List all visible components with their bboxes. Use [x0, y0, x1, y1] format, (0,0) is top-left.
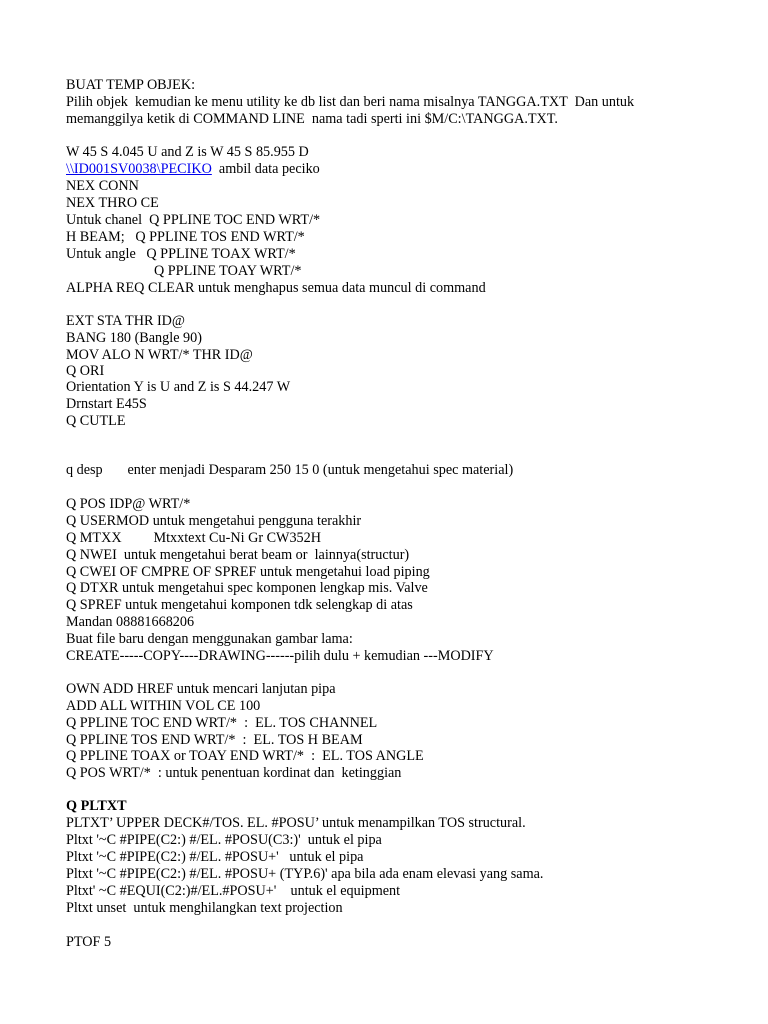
text-line: Q PPLINE TOS END WRT/* : EL. TOS H BEAM: [66, 732, 363, 748]
text-line: Untuk chanel Q PPLINE TOC END WRT/*: [66, 212, 321, 228]
text-line: Q POS WRT/* : untuk penentuan kordinat dan ketinggian: [66, 765, 402, 781]
text-line: Q USERMOD untuk mengetahui pengguna terakhir: [66, 513, 362, 529]
text-line: MOV ALO N WRT/* THR ID@: [66, 347, 253, 363]
text-line: Orientation Y is U and Z is S 44.247 W: [66, 379, 291, 395]
text-line: Pltxt '~C #PIPE(C2:) #/EL. #POSU(C3:)' untuk el pipa: [66, 832, 382, 848]
text-line: PTOF 5: [66, 934, 112, 950]
text-line: Buat file baru dengan menggunakan gambar lama:: [66, 631, 353, 647]
network-path-link[interactable]: \\ID001SV0038\PECIKO: [66, 161, 212, 177]
text-line: H BEAM; Q PPLINE TOS END WRT/*: [66, 229, 305, 245]
text-line: Q PPLINE TOAX or TOAY END WRT/* : EL. TOS ANGLE: [66, 748, 424, 764]
text-line: W 45 S 4.045 U and Z is W 45 S 85.955 D: [66, 144, 309, 160]
text-line: Q POS IDP@ WRT/*: [66, 496, 191, 512]
text-line: Q DTXR untuk mengetahui spec komponen lengkap mis. Valve: [66, 580, 428, 596]
text-line: Drnstart E45S: [66, 396, 147, 412]
link-suffix: ambil data peciko: [211, 161, 320, 177]
text-line: Q MTXX Mtxxtext Cu-Ni Gr CW352H: [66, 530, 321, 546]
text-line: Q PPLINE TOAY WRT/*: [154, 263, 302, 279]
section-heading: Q PLTXT: [66, 798, 127, 814]
text-line: Pltxt '~C #PIPE(C2:) #/EL. #POSU+' untuk el pipa: [66, 849, 364, 865]
text-line: Untuk angle Q PPLINE TOAX WRT/*: [66, 246, 296, 262]
text-line: q desp enter menjadi Desparam 250 15 0 (untuk mengetahui spec material): [66, 462, 514, 478]
text-line: OWN ADD HREF untuk mencari lanjutan pipa: [66, 681, 336, 697]
text-line: memanggilya ketik di COMMAND LINE nama tadi sperti ini $M/C:\TANGGA.TXT.: [66, 111, 558, 127]
text-line: Q ORI: [66, 363, 105, 379]
text-line: Pltxt '~C #PIPE(C2:) #/EL. #POSU+ (TYP.6)' apa bila ada enam elevasi yang sama.: [66, 866, 544, 882]
text-line: Q NWEI untuk mengetahui berat beam or lainnya(structur): [66, 547, 410, 563]
text-line: Pltxt unset untuk menghilangkan text projection: [66, 900, 343, 916]
section-heading: BUAT TEMP OBJEK:: [66, 77, 196, 93]
text-line: Q CUTLE: [66, 413, 126, 429]
text-line: Mandan 08881668206: [66, 614, 195, 630]
text-line: [66, 161, 320, 178]
text-line: Pilih objek kemudian ke menu utility ke db list dan beri nama misalnya TANGGA.TXT Dan untuk: [66, 94, 635, 110]
text-line: BANG 180 (Bangle 90): [66, 330, 202, 346]
text-line: Pltxt' ~C #EQUI(C2:)#/EL.#POSU+' untuk el equipment: [66, 883, 401, 899]
text-line: ADD ALL WITHIN VOL CE 100: [66, 698, 261, 714]
text-line: Q SPREF untuk mengetahui komponen tdk selengkap di atas: [66, 597, 413, 613]
text-line: CREATE-----COPY----DRAWING------pilih dulu + kemudian ---MODIFY: [66, 648, 494, 664]
text-line: NEX THRO CE: [66, 195, 159, 211]
text-line: Q PPLINE TOC END WRT/* : EL. TOS CHANNEL: [66, 715, 378, 731]
text-line: ALPHA REQ CLEAR untuk menghapus semua data muncul di command: [66, 280, 486, 296]
text-line: Q CWEI OF CMPRE OF SPREF untuk mengetahui load piping: [66, 564, 430, 580]
text-line: PLTXT’ UPPER DECK#/TOS. EL. #POSU’ untuk menampilkan TOS structural.: [66, 815, 526, 831]
text-line: NEX CONN: [66, 178, 139, 194]
text-line: EXT STA THR ID@: [66, 313, 185, 329]
